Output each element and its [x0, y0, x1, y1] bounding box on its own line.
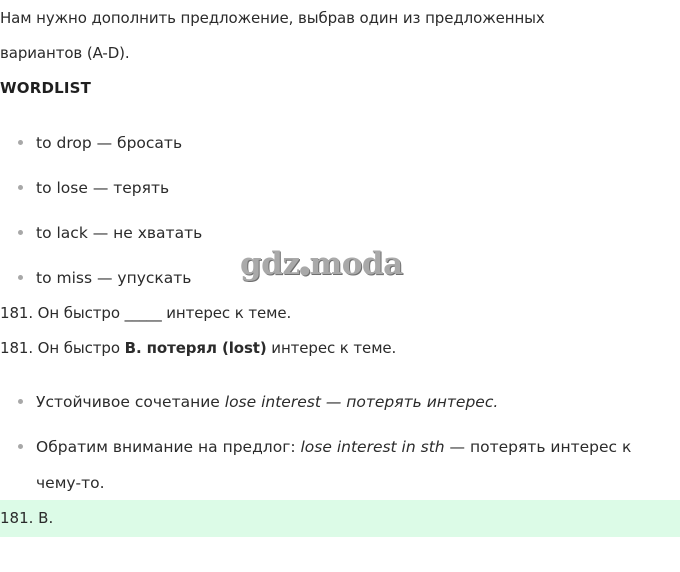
- note-italic: lose interest — потерять интерес.: [224, 393, 499, 411]
- final-answer-text: 181. B.: [0, 509, 54, 527]
- bullet-icon: [18, 185, 23, 190]
- wordlist-item: [18, 224, 202, 242]
- note-item: [18, 438, 631, 456]
- final-answer-bar: [0, 500, 680, 537]
- watermark-text-tail: moda: [309, 246, 403, 282]
- bullet-icon: [18, 399, 23, 404]
- bullet-icon: [18, 275, 23, 280]
- intro-line-2: вариантов (A-D).: [0, 44, 130, 62]
- answer-highlight: B. потерял (lost): [124, 339, 267, 357]
- wordlist-item-text: to lose — терять: [36, 179, 170, 197]
- wordlist-item-text: to drop — бросать: [36, 134, 183, 152]
- note-text: Обратим внимание на предлог:: [36, 438, 301, 456]
- watermark-dot: ●: [299, 263, 310, 277]
- wordlist-item-text: to lack — не хватать: [36, 224, 203, 242]
- note-italic: lose interest in sth: [300, 438, 445, 456]
- note-item: [18, 393, 498, 411]
- wordlist-item: [18, 179, 169, 197]
- note-text: Устойчивое сочетание: [36, 393, 225, 411]
- wordlist-item: [18, 134, 182, 152]
- wordlist-item: [18, 269, 191, 287]
- wordlist-item-text: to miss — упускать: [36, 269, 192, 287]
- intro-line-1: Нам нужно дополнить предложение, выбрав один из предложенных: [0, 9, 545, 27]
- answer-sentence: [0, 339, 396, 357]
- note-text-after: — потерять интерес к: [444, 438, 632, 456]
- question-line: 181. Он быстро _____ интерес к теме.: [0, 304, 292, 322]
- wordlist-heading: WORDLIST: [0, 79, 92, 97]
- watermark-text: gdz: [240, 246, 300, 282]
- watermark-logo: [240, 246, 403, 282]
- note-continuation: чему-то.: [36, 474, 105, 492]
- bullet-icon: [18, 444, 23, 449]
- bullet-icon: [18, 230, 23, 235]
- bullet-icon: [18, 140, 23, 145]
- answer-sentence-prefix: 181. Он быстро: [0, 339, 125, 357]
- answer-sentence-suffix: интерес к теме.: [266, 339, 397, 357]
